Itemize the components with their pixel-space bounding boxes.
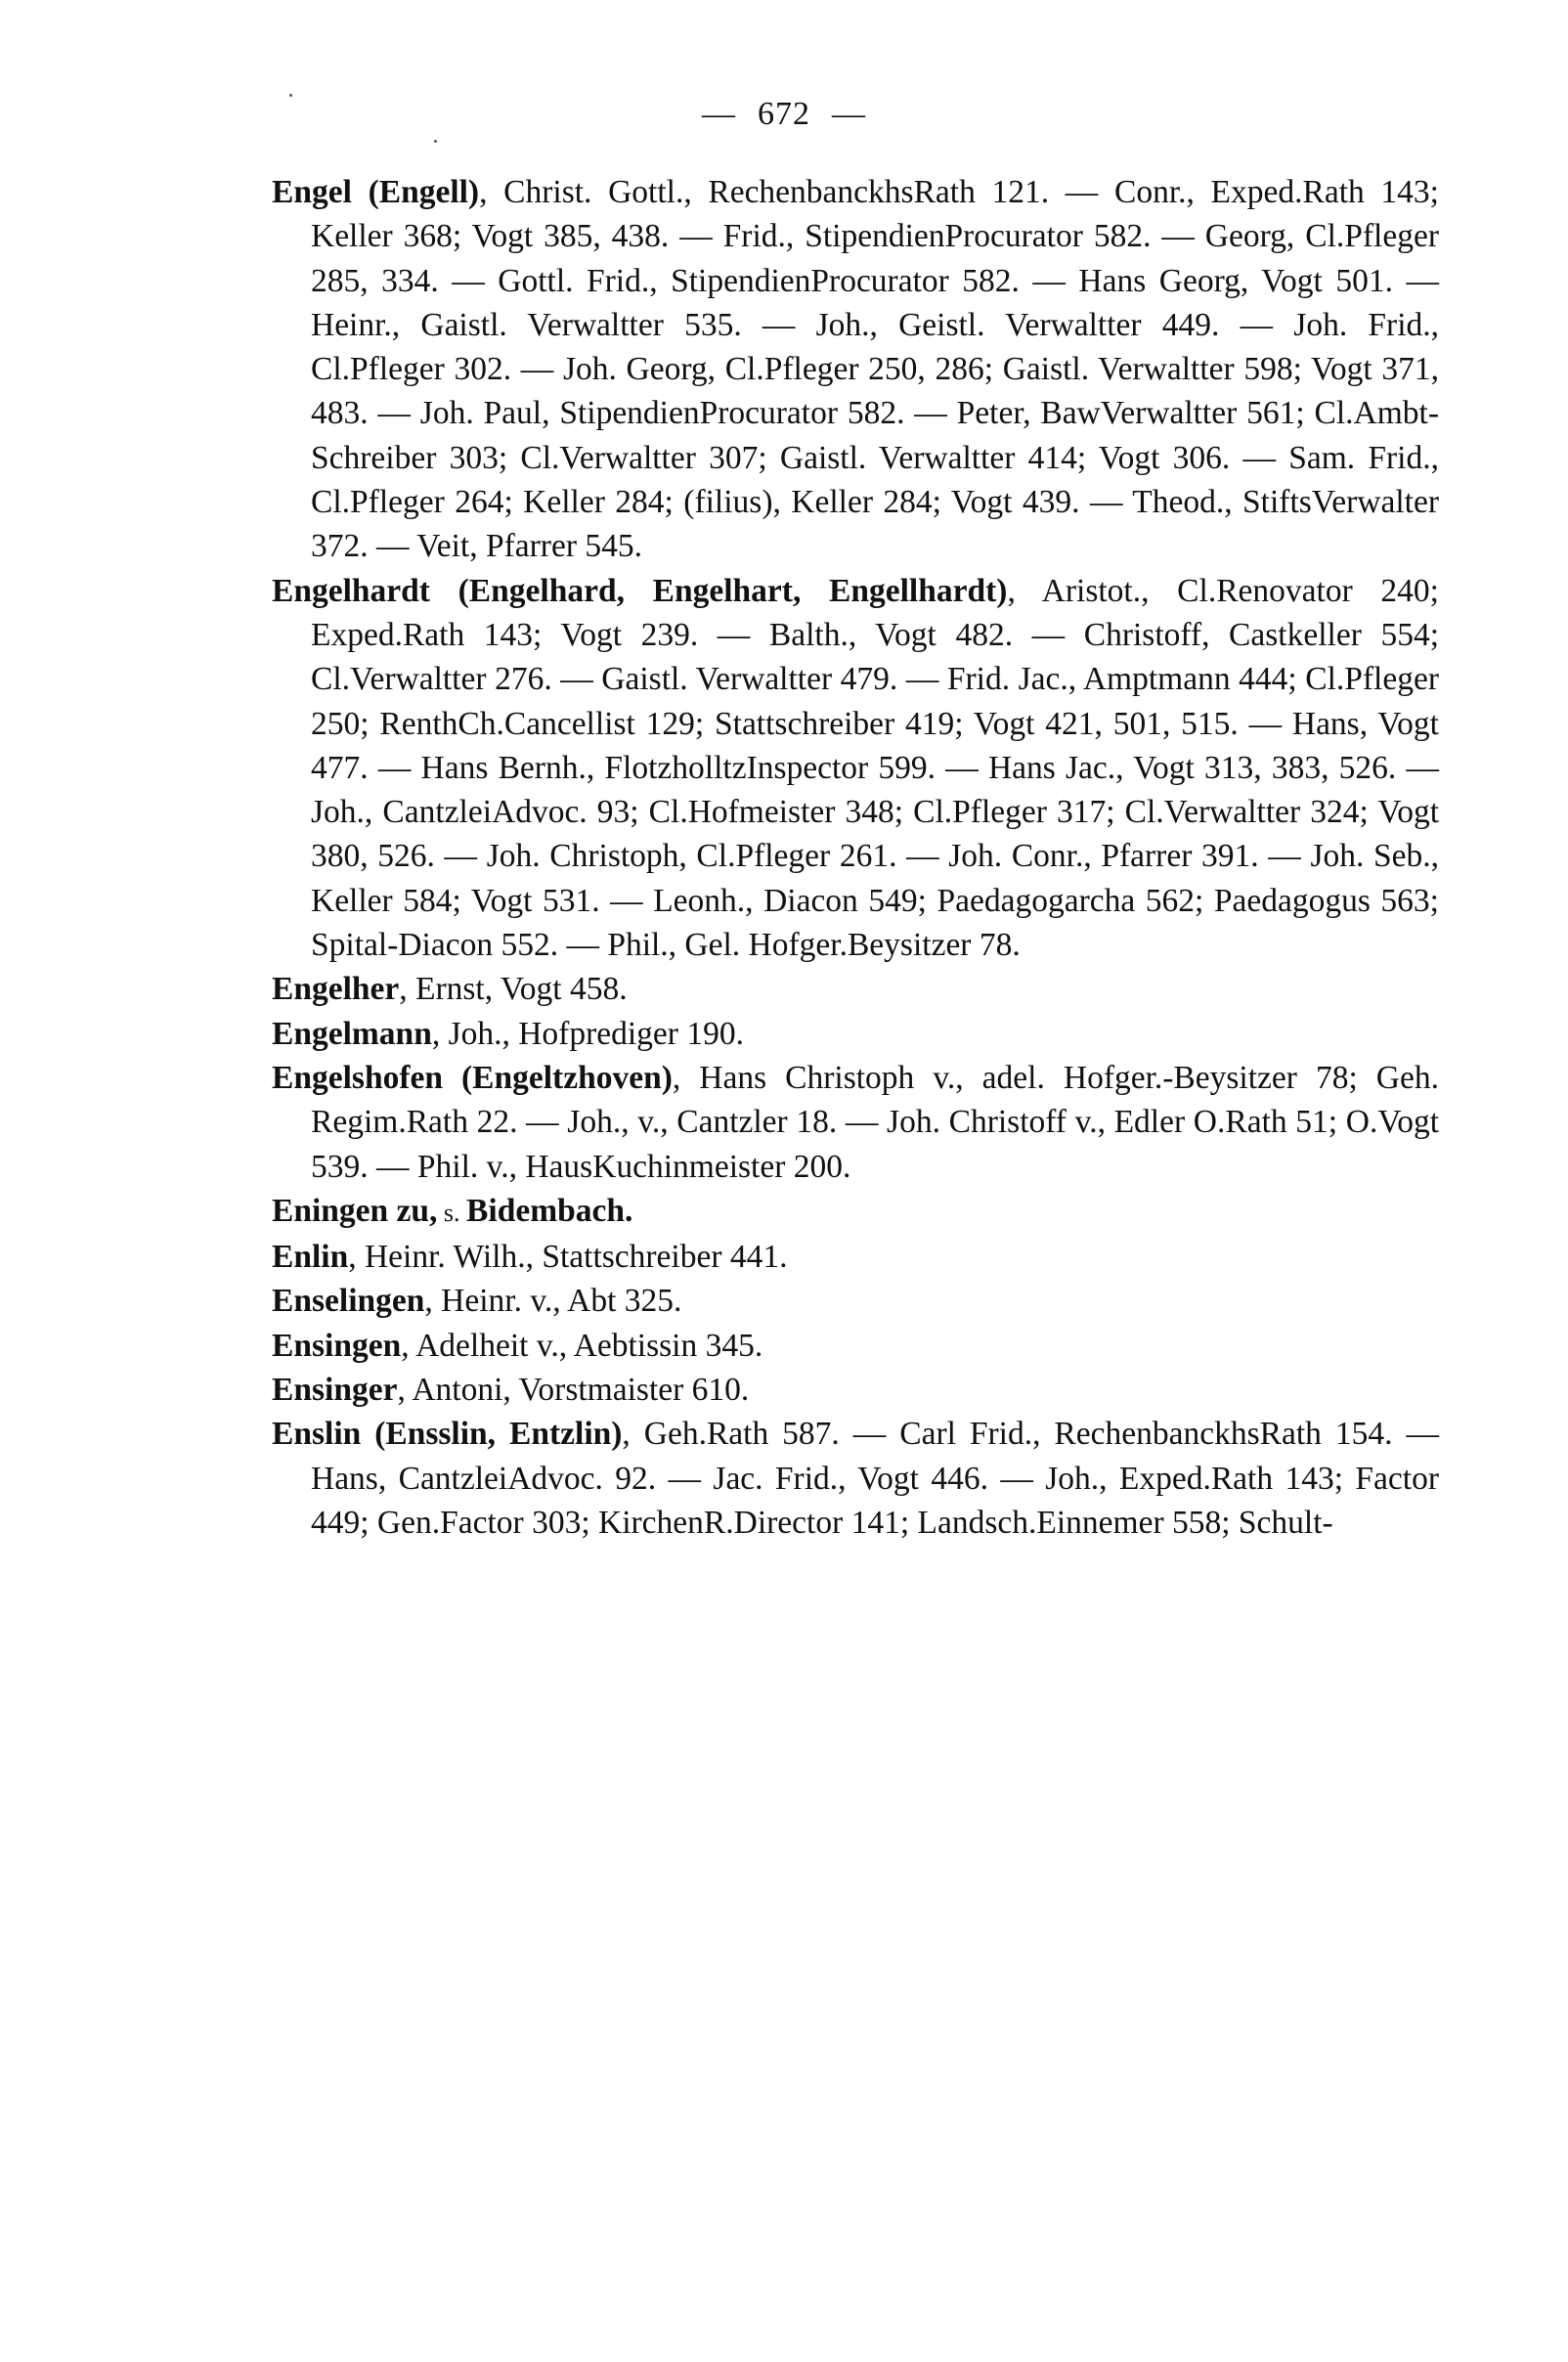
index-entry-enlin xyxy=(272,1235,1439,1279)
header-dash-right: — xyxy=(832,96,866,132)
index-entry-engelmann xyxy=(272,1012,1439,1056)
entry-text: , Adelheit v., Aebtissin 345. xyxy=(401,1327,763,1364)
entry-headword: Enselingen xyxy=(272,1283,425,1320)
entry-headword: Engelshofen (Engeltzhoven) xyxy=(272,1059,673,1096)
index-entry-engelshofen xyxy=(272,1056,1439,1189)
page-number-header xyxy=(0,96,1568,133)
index-entry-engel xyxy=(272,170,1439,569)
index-entry-ensingen xyxy=(272,1324,1439,1368)
entry-headword: Ensingen xyxy=(272,1327,402,1364)
entry-see-also-marker: s. xyxy=(437,1198,467,1227)
entry-headword: Eningen zu, xyxy=(272,1192,438,1229)
index-entries xyxy=(272,170,1439,1545)
entry-text: , Heinr. v., Abt 325. xyxy=(424,1283,682,1320)
index-entry-eningen xyxy=(272,1189,1439,1235)
index-entry-engelher xyxy=(272,967,1439,1011)
entry-headword: Enlin xyxy=(272,1239,349,1276)
entry-text: , Joh., Hofprediger 190. xyxy=(431,1015,744,1052)
entry-text: , Aristot., Cl.Renovator 240; Exped.Rath 143; Vogt 239. — Balth., Vogt 482. — Christoff, Castkeller 554; Cl.Verwaltter 276. — Gaistl. Verwaltter 479. — Frid. Jac., Amptmann 444; Cl.Pfleger 250; RenthCh.Cancellist 129; Stattschreiber 419; Vogt 421, 501, 515. — Hans, Vogt 477. — Hans Bernh., FlotzholltzInspector 599. — Hans Jac., Vogt 313, 383, 526. — Joh., CantzleiAdvoc. 93; Cl.Hofmeister 348; Cl.Pfleger 317; Cl.Verwaltter 324; Vogt 380, 526. — Joh. Christoph, Cl.Pfleger 261. — Joh. Conr., Pfarrer 391. — Joh. Seb., Keller 584; Vogt 531. — Leonh., Diacon 549; Paedagogarcha 562; Paedagogus 563; Spital-Diacon 552. — Phil., Gel. Hofger.Beysitzer 78. xyxy=(311,572,1439,964)
index-entry-enslin xyxy=(272,1412,1439,1545)
scan-speck xyxy=(434,140,437,143)
entry-text: , Christ. Gottl., RechenbanckhsRath 121. — Conr., Exped.Rath 143; Keller 368; Vogt 385, 438. — Frid., StipendienProcurator 582. — Georg, Cl.Pfleger 285, 334. — Gottl. Frid., StipendienProcurator 582. — Hans Georg, Vogt 501. — Heinr., Gaistl. Verwaltter 535. — Joh., Geistl. Verwaltter 449. — Joh. Frid., Cl.Pfleger 302. — Joh. Georg, Cl.Pfleger 250, 286; Gaistl. Verwaltter 598; Vogt 371, 483. — Joh. Paul, StipendienProcurator 582. — Peter, BawVerwaltter 561; Cl.Ambt-Schreiber 303; Cl.Verwaltter 307; Gaistl. Verwaltter 414; Vogt 306. — Sam. Frid., Cl.Pfleger 264; Keller 284; (filius), Keller 284; Vogt 439. — Theod., StiftsVerwalter 372. — Veit, Pfarrer 545. xyxy=(311,174,1439,565)
index-entry-ensinger xyxy=(272,1368,1439,1412)
entry-text: , Ernst, Vogt 458. xyxy=(399,971,628,1008)
entry-headword: Enslin (Ensslin, Entzlin) xyxy=(272,1416,623,1453)
entry-text: , Heinr. Wilh., Stattschreiber 441. xyxy=(348,1239,788,1276)
entry-headword: Engelher xyxy=(272,971,400,1008)
index-entry-engelhardt xyxy=(272,569,1439,968)
entry-text: , Geh.Rath 587. — Carl Frid., RechenbanckhsRath 154. — Hans, CantzleiAdvoc. 92. — Jac. Frid., Vogt 446. — Joh., Exped.Rath 143; Factor 449; Gen.Factor 303; KirchenR.Director 141; Landsch.Einnemer 558; Schult- xyxy=(311,1416,1439,1541)
entry-text: , Antoni, Vorstmaister 610. xyxy=(397,1372,750,1409)
page-number: 672 xyxy=(758,96,810,132)
entry-headword: Engel (Engell) xyxy=(272,174,480,210)
index-entry-enselingen xyxy=(272,1279,1439,1323)
entry-headword: Engelhardt (Engelhard, Engelhart, Engellhardt) xyxy=(272,572,1008,609)
entry-text: , Hans Christoph v., adel. Hofger.-Beysitzer 78; Geh. Regim.Rath 22. — Joh., v., Cantzler 18. — Joh. Christoff v., Edler O.Rath 51; O.Vogt 539. — Phil. v., HausKuchinmeister 200. xyxy=(311,1059,1439,1185)
entry-headword: Ensinger xyxy=(272,1372,398,1409)
entry-cross-reference: Bidembach. xyxy=(466,1192,633,1229)
header-dash-left: — xyxy=(702,96,736,132)
entry-headword: Engelmann xyxy=(272,1015,432,1052)
